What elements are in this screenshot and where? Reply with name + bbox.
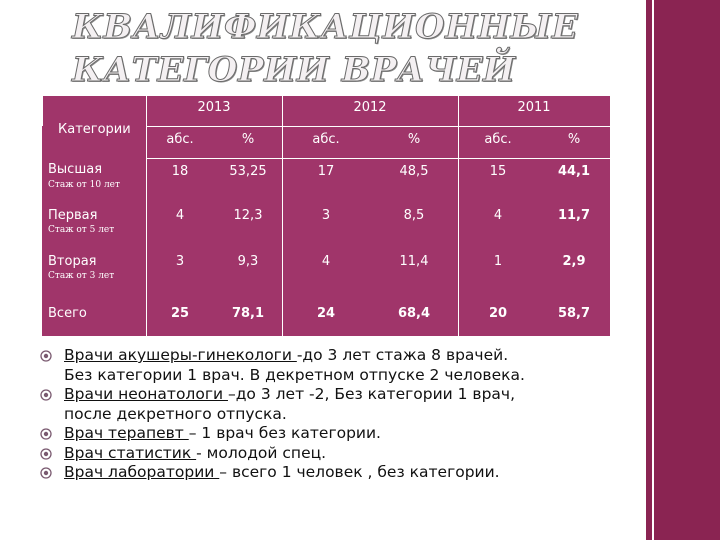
bullet-subject: Врач статистик — [64, 443, 197, 462]
table-divider — [42, 96, 43, 126]
table-cell: 1 — [493, 254, 503, 269]
row-label: Высшая — [48, 162, 103, 177]
circle-bullet-icon — [40, 389, 52, 401]
subheader-percent: % — [407, 132, 421, 147]
table-cell: 15 — [489, 164, 507, 179]
table-cell: 44,1 — [557, 164, 591, 179]
slide-title — [72, 6, 632, 92]
bullet-subject: Врачи акушеры-гинекологи — [64, 346, 297, 364]
circle-bullet-icon — [40, 350, 52, 362]
list-item — [40, 463, 640, 483]
table-cell: 9,3 — [237, 254, 259, 269]
table-cell: 4 — [175, 208, 185, 223]
table-cell: 4 — [493, 208, 503, 223]
bullet-list — [40, 346, 640, 483]
table-cell: 68,4 — [397, 306, 431, 321]
table-cell: 3 — [175, 254, 185, 269]
table-cell: 3 — [321, 208, 331, 223]
table-cell: 11,4 — [399, 254, 429, 269]
table-cell: 53,25 — [229, 164, 267, 179]
table-cell: 8,5 — [403, 208, 425, 223]
table-cell: 18 — [171, 164, 189, 179]
decorative-sidebar — [646, 0, 720, 540]
list-item — [40, 424, 640, 444]
row-label: Всего — [48, 306, 87, 321]
year-header-2011: 2011 — [517, 100, 551, 115]
table-cell: 20 — [488, 306, 508, 321]
row-label: Первая — [48, 208, 98, 223]
table-cell: 24 — [316, 306, 336, 321]
bullet-text: - молодой спец. — [196, 443, 327, 462]
table-cell: 78,1 — [231, 306, 265, 321]
subheader-abs: абс. — [166, 132, 194, 147]
table-cell: 12,3 — [233, 208, 263, 223]
title-line-1: КВАЛИФИКАЦИОННЫЕ — [72, 7, 579, 47]
circle-bullet-icon — [40, 428, 52, 440]
subheader-abs: абс. — [312, 132, 340, 147]
list-item — [40, 346, 640, 385]
bullet-subject: Врач лаборатории — [64, 463, 220, 481]
subheader-percent: % — [241, 132, 255, 147]
row-label: Вторая — [48, 254, 97, 269]
table-cell: 4 — [321, 254, 331, 269]
subheader-percent: % — [567, 132, 581, 147]
circle-bullet-icon — [40, 448, 52, 460]
bullet-text: –до 3 лет -2, Без категории 1 врач, — [227, 385, 515, 403]
bullet-text-line2: после декретного отпуска. — [64, 404, 287, 423]
decorative-sidebar-line — [652, 0, 654, 540]
circle-bullet-icon — [40, 467, 52, 479]
table-divider — [146, 126, 610, 127]
subheader-abs: абс. — [484, 132, 512, 147]
row-note: Стаж от 10 лет — [48, 180, 120, 190]
qualification-table — [42, 96, 610, 336]
table-cell: 11,7 — [557, 208, 591, 223]
table-cell: 2,9 — [562, 254, 586, 269]
bullet-text: – 1 врач без категории. — [188, 424, 381, 442]
row-note: Стаж от 5 лет — [48, 225, 115, 235]
bullet-text: – всего 1 человек , без категории. — [219, 463, 500, 481]
year-header-2013: 2013 — [197, 100, 231, 115]
table-cell: 25 — [170, 306, 190, 321]
row-note: Стаж от 3 лет — [48, 271, 115, 281]
table-cell: 17 — [317, 164, 335, 179]
bullet-subject: Врач терапевт — [64, 424, 189, 442]
bullet-subject: Врачи неонатологи — [64, 385, 228, 403]
list-item — [40, 385, 640, 424]
title-line-2: КАТЕГОРИИ ВРАЧЕЙ — [72, 50, 516, 90]
table-cell: 48,5 — [399, 164, 429, 179]
table-cell: 58,7 — [557, 306, 591, 321]
year-header-2012: 2012 — [353, 100, 387, 115]
table-divider — [146, 158, 610, 159]
bullet-text-line2: Без категории 1 врач. В декретном отпуске 2 человека. — [64, 365, 525, 384]
bullet-text: -до 3 лет стажа 8 врачей. — [296, 346, 509, 364]
category-header: Категории — [58, 122, 131, 137]
list-item — [40, 444, 640, 464]
